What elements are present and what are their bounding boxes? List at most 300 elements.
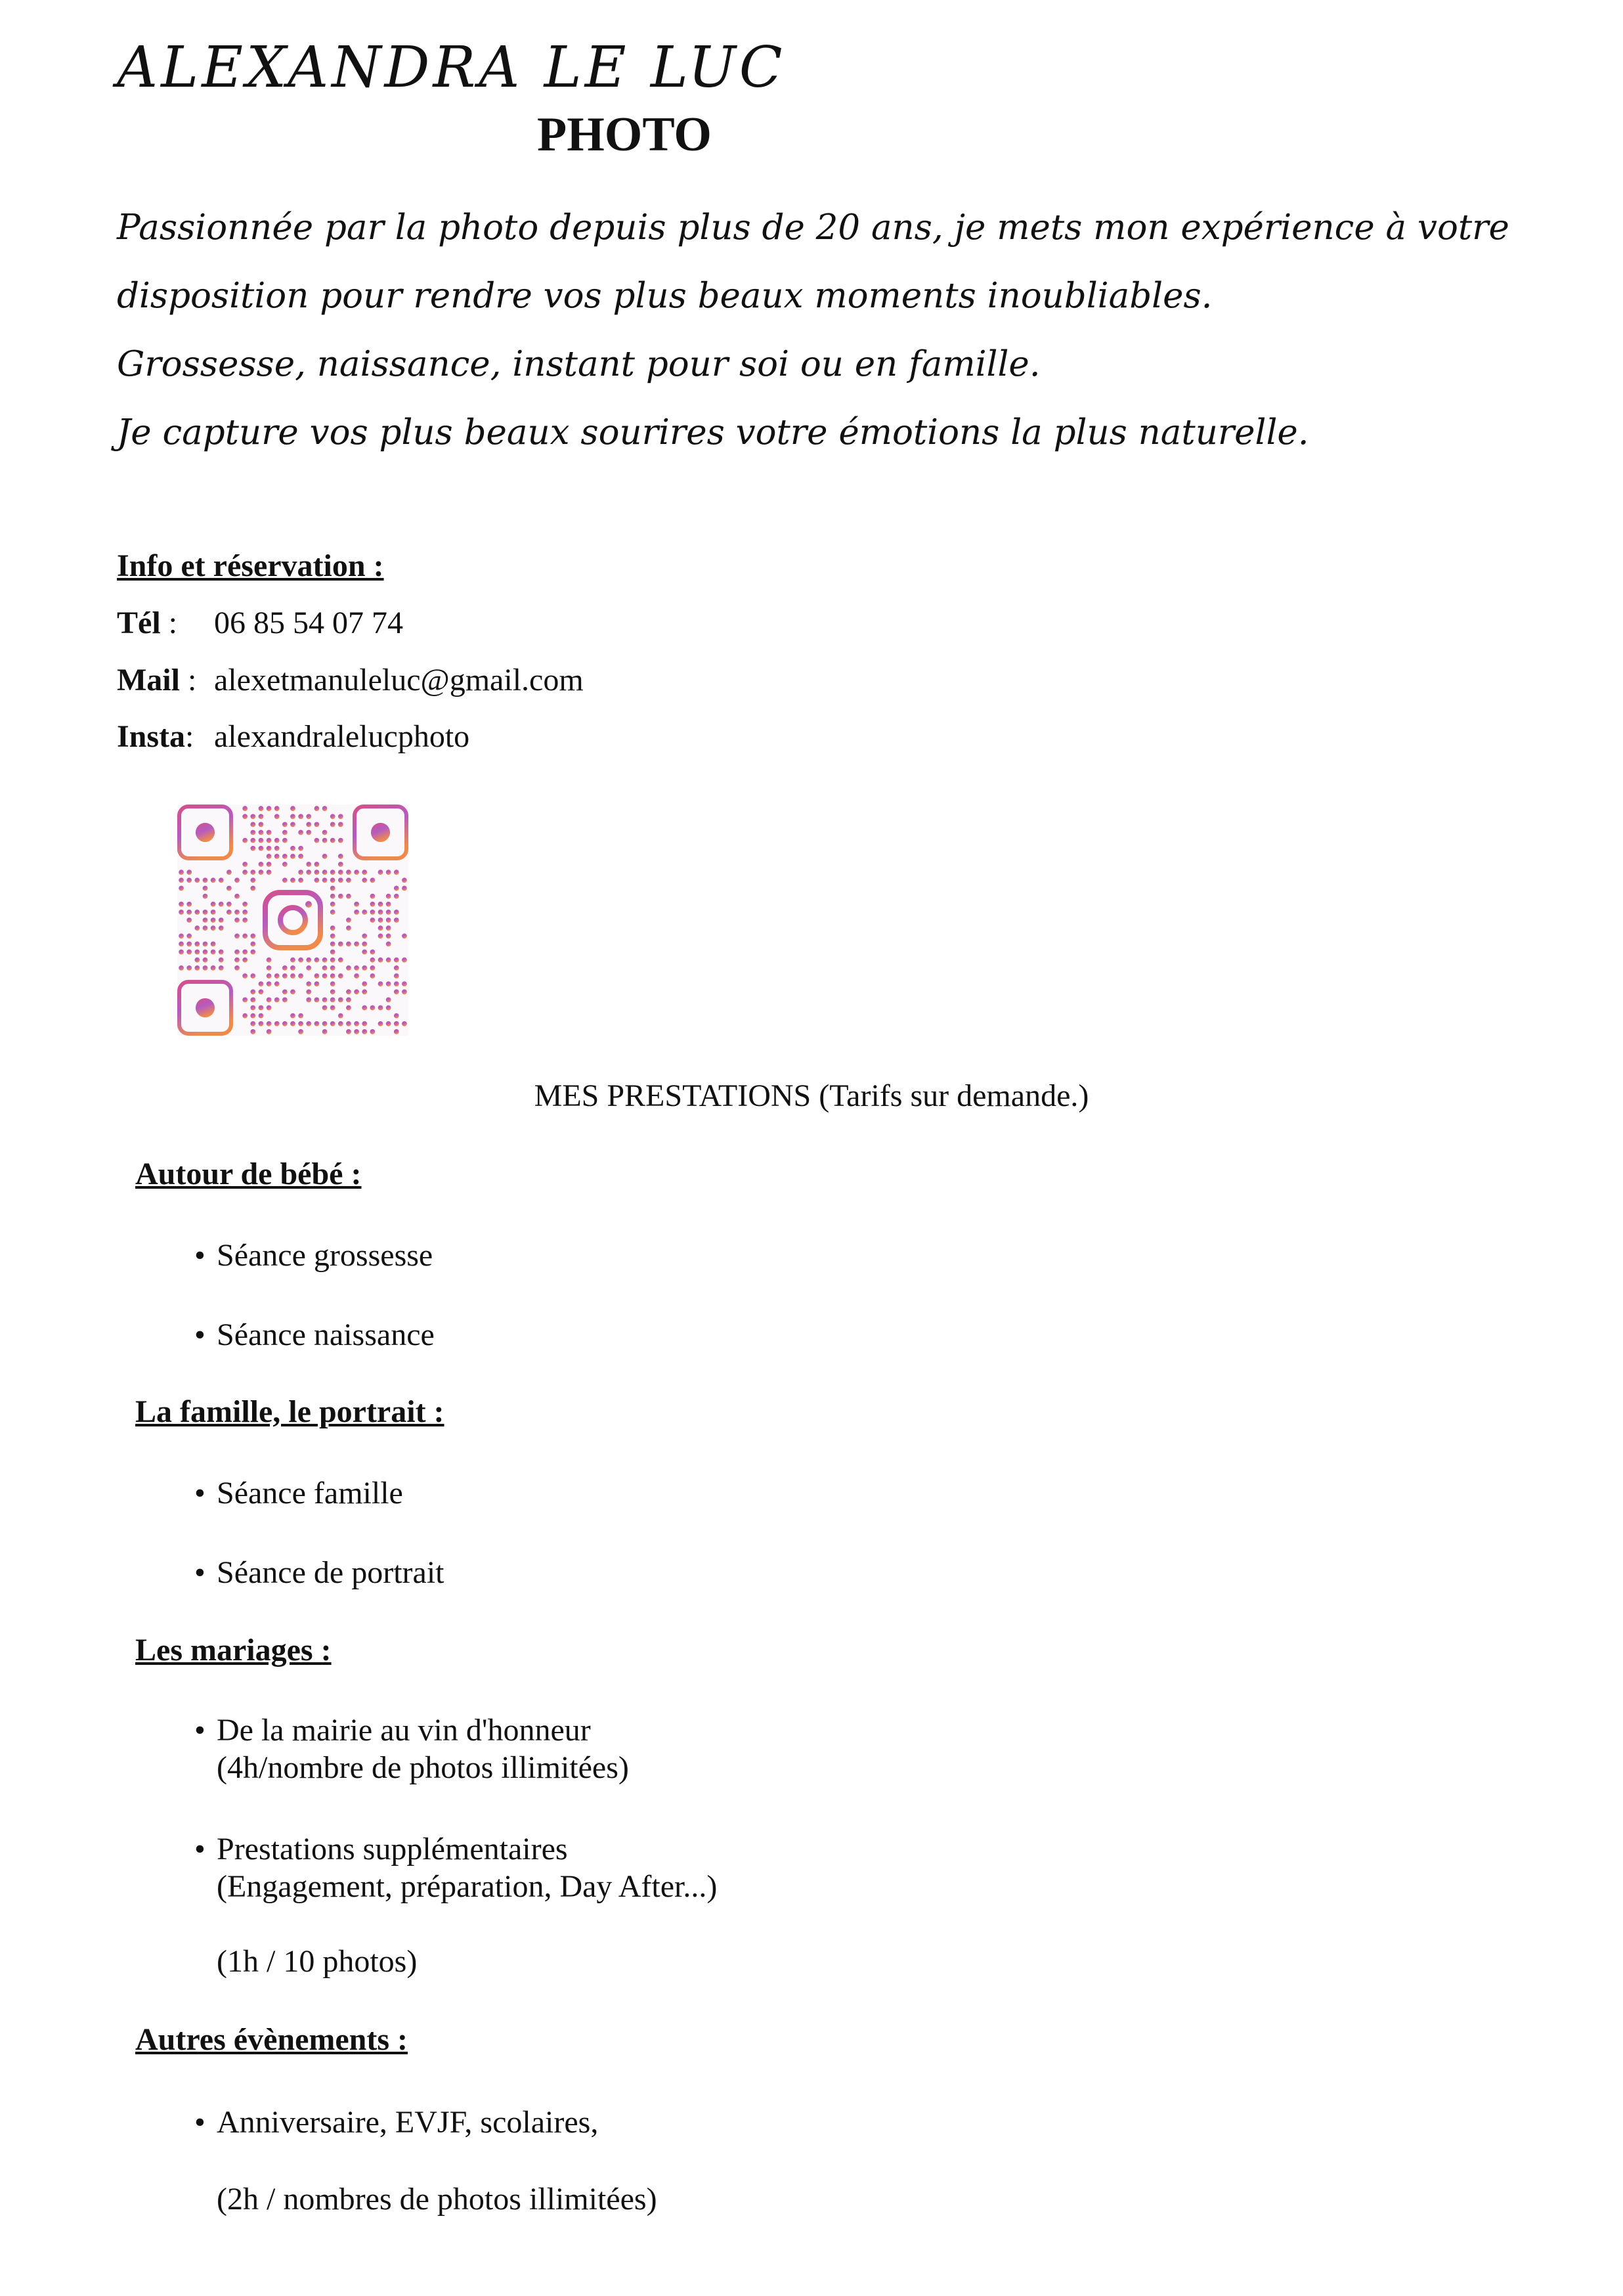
qr-dot [298,877,303,883]
qr-dot [338,870,343,875]
qr-dot [378,917,383,923]
qr-dot [203,917,208,923]
qr-dot [250,814,255,819]
qr-dot [282,997,288,1002]
instagram-logo-flash [305,901,312,908]
qr-dot [330,838,335,843]
qr-dot [386,1021,391,1027]
qr-dot [402,958,407,963]
qr-dot [362,1029,367,1034]
item-note: (2h / nombres de photos illimitées) [217,2182,657,2217]
insta-value[interactable]: alexandralelucphoto [214,719,470,754]
insta-label: Insta [117,719,186,754]
qr-dot [203,950,208,955]
qr-dot [259,1013,264,1019]
qr-dot [298,1021,303,1027]
qr-dot [298,973,303,979]
intro-line: Passionnée par la photo depuis plus de 20 ans, je mets mon expérience à votre [117,208,1509,248]
qr-dot [274,973,280,979]
qr-dot [203,958,208,963]
qr-dot [259,806,264,811]
qr-dot [306,958,311,963]
qr-dot [267,862,272,867]
qr-dot [274,806,280,811]
qr-dot [250,933,255,938]
qr-dot [186,902,192,907]
qr-dot [386,1005,391,1011]
qr-dot [234,965,240,971]
qr-dot [250,973,255,979]
qr-dot [306,981,311,986]
qr-dot [314,877,320,883]
qr-dot [234,917,240,923]
bullet-icon: • [194,1555,206,1590]
qr-dot [338,997,343,1002]
bullet-icon: • [194,1713,206,1748]
mail-sep: : [179,663,197,697]
qr-dot [322,958,328,963]
qr-dot [227,870,232,875]
qr-dot [267,838,272,843]
list-item: • Prestations supplémentaires (Engagement, préparation, Day After...) [194,1832,718,1904]
qr-dot [298,958,303,963]
qr-dot [362,965,367,971]
intro-paragraph [117,194,1528,467]
qr-dot [259,870,264,875]
qr-dot [378,870,383,875]
qr-dot [250,886,255,891]
qr-dot [290,822,295,827]
qr-dot [386,902,391,907]
contact-heading: Info et réservation : [117,548,384,583]
qr-dot [330,886,335,891]
qr-dot [314,958,320,963]
qr-dot [322,1005,328,1011]
qr-dot [330,910,335,915]
qr-dot [346,997,351,1002]
qr-dot [211,910,216,915]
qr-dot [211,902,216,907]
qr-dot [211,917,216,923]
qr-dot [322,1029,328,1034]
qr-dot [290,965,295,971]
qr-dot [330,933,335,938]
qr-dot [242,997,248,1002]
qr-dot [219,877,224,883]
qr-dot [362,910,367,915]
qr-dot [338,877,343,883]
qr-dot [370,973,375,979]
mail-value[interactable]: alexetmanuleluc@gmail.com [214,663,584,697]
qr-dot [330,997,335,1002]
qr-dot [267,1005,272,1011]
qr-dot [274,1021,280,1027]
qr-dot [330,989,335,994]
list-item: • Anniversaire, EVJF, scolaires, [194,2105,599,2140]
qr-dot [242,950,248,955]
qr-dot [394,894,399,899]
bullet-icon: • [194,1238,206,1273]
qr-dot [346,925,351,931]
qr-dot [314,981,320,986]
qr-dot [346,1021,351,1027]
qr-dot [259,1005,264,1011]
qr-dot [394,958,399,963]
qr-dot [370,894,375,899]
phone-label: Tél [117,606,161,640]
qr-dot [267,973,272,979]
insta-sep: : [185,719,194,754]
qr-dot [250,838,255,843]
qr-dot [186,950,192,955]
qr-dot [330,950,335,955]
qr-dot [211,965,216,971]
qr-dot [394,1021,399,1027]
qr-dot [267,1029,272,1034]
qr-dot [290,989,295,994]
qr-dot [290,806,295,811]
qr-dot [250,877,255,883]
qr-dot [219,965,224,971]
qr-dot [354,1029,359,1034]
qr-dot [194,958,200,963]
qr-dot [186,910,192,915]
qr-dot [394,965,399,971]
qr-dot [330,1005,335,1011]
qr-dot [186,877,192,883]
qr-dot [346,917,351,923]
qr-dot [394,1013,399,1019]
qr-dot [282,830,288,835]
qr-dot [346,1005,351,1011]
qr-dot [282,862,288,867]
qr-dot [338,1013,343,1019]
qr-dot [259,981,264,986]
qr-dot [314,973,320,979]
qr-dot [274,846,280,851]
qr-dot [194,925,200,931]
qr-dot [242,973,248,979]
qr-dot [306,830,311,835]
qr-dot [330,894,335,899]
qr-dot [194,965,200,971]
qr-dot [203,965,208,971]
qr-dot [250,822,255,827]
qr-dot [370,917,375,923]
qr-dot [402,933,407,938]
qr-dot [378,958,383,963]
qr-dot [274,997,280,1002]
qr-dot [259,822,264,827]
qr-dot [362,942,367,947]
list-item: • Séance de portrait [194,1555,444,1590]
qr-dot [290,854,295,859]
qr-dot [386,870,391,875]
qr-dot [267,958,272,963]
qr-dot [402,981,407,986]
qr-dot [394,870,399,875]
qr-dot [322,997,328,1002]
qr-dot [322,830,328,835]
qr-dot [338,973,343,979]
bullet-icon: • [194,2105,206,2140]
qr-dot [322,965,328,971]
qr-dot [346,1029,351,1034]
qr-dot [378,933,383,938]
contact-phone [117,606,403,640]
qr-dot [402,886,407,891]
qr-dot [234,958,240,963]
qr-dot [298,1029,303,1034]
qr-dot [314,862,320,867]
qr-dot [362,933,367,938]
qr-dot [194,950,200,955]
qr-dot [259,846,264,851]
qr-dot [362,877,367,883]
qr-dot [186,942,192,947]
qr-finder-dot [196,823,215,842]
qr-dot [322,806,328,811]
qr-dot [267,830,272,835]
qr-dot [330,958,335,963]
qr-finder-dot [196,998,215,1017]
qr-dot [386,958,391,963]
qr-dot [186,870,192,875]
qr-dot [179,942,184,947]
qr-dot [267,806,272,811]
qr-dot [338,854,343,859]
qr-dot [362,950,367,955]
qr-dot [259,989,264,994]
qr-dot [242,862,248,867]
qr-dot [250,1029,255,1034]
qr-dot [219,917,224,923]
qr-dot [290,1013,295,1019]
qr-dot [330,814,335,819]
qr-dot [282,822,288,827]
instagram-qr-code-icon[interactable] [177,805,408,1036]
qr-dot [298,830,303,835]
qr-dot [298,854,303,859]
qr-dot [274,981,280,986]
qr-dot [362,989,367,994]
qr-dot [386,925,391,931]
qr-dot [402,877,407,883]
qr-dot [219,950,224,955]
qr-dot [267,854,272,859]
item-note: (1h / 10 photos) [217,1944,418,1979]
phone-sep: : [160,606,177,640]
qr-dot [290,814,295,819]
qr-dot [338,958,343,963]
qr-dot [250,942,255,947]
qr-dot [378,1005,383,1011]
bullet-icon: • [194,1832,206,1866]
qr-dot [378,1021,383,1027]
qr-dot [378,981,383,986]
qr-dot [242,933,248,938]
qr-dot [322,877,328,883]
qr-dot [386,942,391,947]
qr-dot [242,1013,248,1019]
qr-dot [394,917,399,923]
qr-dot [194,942,200,947]
qr-dot [330,902,335,907]
qr-dot [211,942,216,947]
page-title: ALEXANDRA LE LUC [117,35,786,100]
qr-dot [282,838,288,843]
qr-dot [290,973,295,979]
qr-dot [250,830,255,835]
qr-dot [179,886,184,891]
qr-dot [322,838,328,843]
qr-dot [250,870,255,875]
qr-dot [306,822,311,827]
qr-dot [203,925,208,931]
qr-dot [370,965,375,971]
qr-dot [259,830,264,835]
qr-dot [211,925,216,931]
qr-dot [330,965,335,971]
qr-dot [267,997,272,1002]
qr-dot [354,902,359,907]
qr-dot [306,989,311,994]
qr-dot [259,1021,264,1027]
qr-dot [314,870,320,875]
qr-dot [346,877,351,883]
qr-dot [322,854,328,859]
list-item: • Séance grossesse [194,1238,433,1273]
qr-dot [211,950,216,955]
qr-dot [282,965,288,971]
qr-dot [250,1021,255,1027]
qr-dot [386,910,391,915]
qr-dot [394,989,399,994]
qr-dot [203,886,208,891]
qr-dot [234,933,240,938]
qr-dot [298,846,303,851]
qr-dot [203,910,208,915]
qr-dot [330,925,335,931]
qr-dot [338,894,343,899]
qr-dot [194,910,200,915]
qr-dot [250,1005,255,1011]
qr-dot [402,1021,407,1027]
qr-dot [274,814,280,819]
qr-dot [378,910,383,915]
contact-insta [117,719,470,754]
qr-dot [370,958,375,963]
qr-dot [259,838,264,843]
qr-dot [362,1021,367,1027]
qr-dot [250,997,255,1002]
qr-dot [242,870,248,875]
qr-dot [338,822,343,827]
qr-dot [346,870,351,875]
intro-line: disposition pour rendre vos plus beaux moments inoubliables. [117,276,1213,316]
section-heading-bebe: Autour de bébé : [135,1157,362,1191]
qr-dot [290,846,295,851]
mail-label: Mail [117,663,180,697]
intro-line: Grossesse, naissance, instant pour soi ou en famille. [117,344,1041,384]
qr-dot [186,965,192,971]
qr-dot [219,958,224,963]
qr-dot [314,822,320,827]
qr-dot [354,910,359,915]
page-subtitle: PHOTO [537,108,712,162]
qr-dot [250,1013,255,1019]
qr-dot [234,950,240,955]
qr-dot [250,846,255,851]
qr-dot [242,910,248,915]
list-item: • De la mairie au vin d'honneur (4h/nombre de photos illimitées) [194,1713,629,1785]
qr-dot [378,925,383,931]
qr-dot [203,942,208,947]
qr-dot [386,933,391,938]
qr-dot [282,1021,288,1027]
qr-dot [402,989,407,994]
qr-dot [306,814,311,819]
qr-dot [330,942,335,947]
qr-dot [259,862,264,867]
qr-dot [330,822,335,827]
qr-dot [242,806,248,811]
qr-dot [306,870,311,875]
qr-dot [338,814,343,819]
qr-dot [394,973,399,979]
qr-dot [378,902,383,907]
qr-dot [282,989,288,994]
qr-dot [346,965,351,971]
qr-dot [298,870,303,875]
qr-dot [322,973,328,979]
list-item: • Séance famille [194,1476,403,1511]
section-heading-autres: Autres évènements : [135,2022,408,2057]
qr-dot [259,814,264,819]
qr-dot [338,1021,343,1027]
qr-dot [179,870,184,875]
qr-dot [370,902,375,907]
qr-dot [290,1021,295,1027]
services-title: MES PRESTATIONS (Tarifs sur demande.) [534,1078,1089,1113]
qr-dot [194,877,200,883]
intro-line: Je capture vos plus beaux sourires votre émotions la plus naturelle. [117,412,1309,453]
list-item: • Séance naissance [194,1317,435,1352]
qr-dot [306,862,311,867]
qr-dot [242,902,248,907]
qr-dot [354,870,359,875]
qr-dot [203,894,208,899]
qr-dot [234,894,240,899]
qr-dot [330,877,335,883]
qr-dot [234,877,240,883]
phone-value[interactable]: 06 85 54 07 74 [214,606,403,640]
qr-dot [354,989,359,994]
qr-dot [274,838,280,843]
qr-dot [179,950,184,955]
qr-dot [306,997,311,1002]
qr-dot [267,870,272,875]
qr-dot [362,870,367,875]
qr-dot [362,981,367,986]
qr-dot [227,886,232,891]
qr-dot [242,838,248,843]
qr-dot [370,1005,375,1011]
qr-dot [290,877,295,883]
qr-dot [314,838,320,843]
qr-dot [274,854,280,859]
qr-dot [346,894,351,899]
